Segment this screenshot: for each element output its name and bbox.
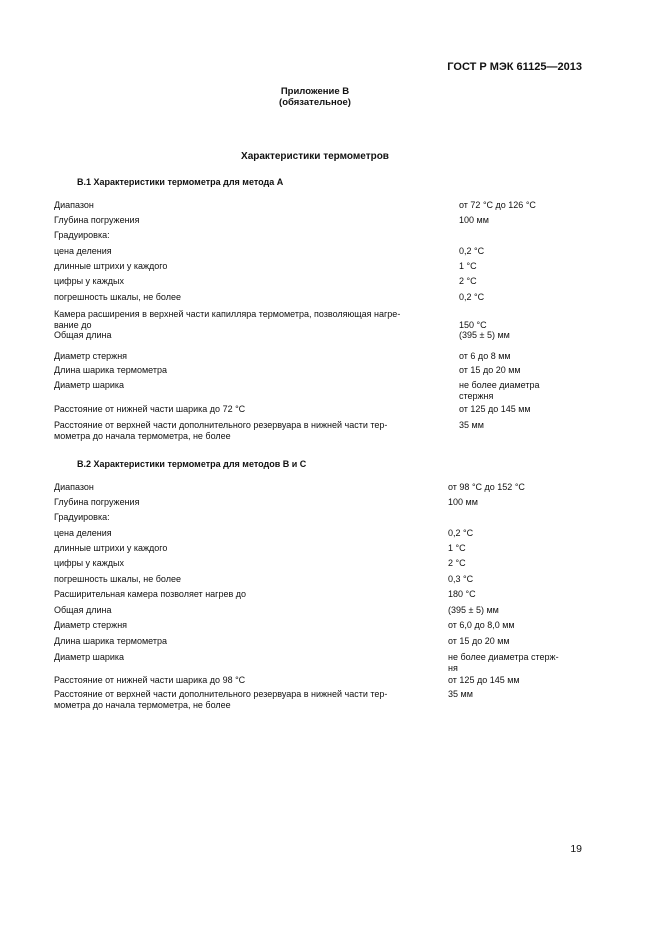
spec-label-line: Камера расширения в верхней части капилляра термометра, позволяющая нагре- bbox=[54, 309, 401, 319]
spec-label-line: цена деления bbox=[54, 246, 112, 256]
spec-label-line: Градуировка: bbox=[54, 230, 110, 240]
spec-label bbox=[54, 636, 167, 647]
annex-heading bbox=[0, 86, 630, 108]
spec-label bbox=[54, 351, 127, 362]
spec-value bbox=[459, 200, 536, 211]
spec-value bbox=[448, 543, 466, 554]
spec-label-line: мометра до начала термометра, не более bbox=[54, 699, 231, 710]
spec-value-line: от 15 до 20 мм bbox=[448, 636, 510, 646]
spec-label-line: цена деления bbox=[54, 528, 112, 538]
spec-value-line: от 15 до 20 мм bbox=[459, 365, 521, 375]
spec-value-line: 35 мм bbox=[459, 420, 484, 430]
spec-label bbox=[54, 620, 127, 631]
spec-value-line: 0,2 °С bbox=[459, 246, 485, 256]
spec-label-line: Расстояние от верхней части дополнительного резервуара в нижней части тер- bbox=[54, 689, 388, 699]
spec-value-line: от 125 до 145 мм bbox=[448, 675, 520, 685]
spec-label bbox=[54, 404, 245, 415]
spec-label-line: длинные штрихи у каждого bbox=[54, 261, 168, 271]
spec-label-line: Диаметр шарика bbox=[54, 380, 125, 390]
spec-label-line: Градуировка: bbox=[54, 512, 110, 522]
spec-value-line: 100 мм bbox=[459, 215, 489, 225]
annex-note: (обязательное) bbox=[279, 97, 351, 108]
document-id: ГОСТ Р МЭК 61125—2013 bbox=[447, 61, 582, 73]
spec-label-line: Диаметр шарика bbox=[54, 652, 125, 662]
spec-value-line bbox=[448, 512, 451, 523]
spec-value bbox=[459, 292, 484, 303]
spec-label-line: Диаметр стержня bbox=[54, 620, 128, 630]
spec-value-line: от 6 до 8 мм bbox=[459, 351, 511, 361]
spec-value-line: 180 °С bbox=[448, 589, 476, 599]
spec-value bbox=[459, 215, 489, 226]
spec-label bbox=[54, 292, 181, 303]
spec-label bbox=[54, 512, 110, 523]
spec-value bbox=[448, 589, 476, 600]
spec-value bbox=[459, 246, 484, 257]
main-title: Характеристики термометров bbox=[241, 151, 389, 162]
spec-value bbox=[459, 230, 462, 241]
spec-value-line: стержня bbox=[459, 390, 494, 401]
spec-label-line: Глубина погружения bbox=[54, 497, 140, 507]
spec-value-line: от 72 °С до 126 °С bbox=[459, 200, 536, 210]
spec-value bbox=[448, 482, 525, 493]
spec-label-line: Расстояние от верхней части дополнительного резервуара в нижней части тер- bbox=[54, 420, 388, 430]
spec-label-line: погрешность шкалы, не более bbox=[54, 292, 181, 302]
spec-value bbox=[448, 636, 510, 647]
spec-label-line: Диапазон bbox=[54, 482, 94, 492]
spec-label-line: Диапазон bbox=[54, 200, 94, 210]
spec-value-line bbox=[459, 230, 462, 241]
spec-value bbox=[459, 351, 511, 362]
spec-value-line: ня bbox=[448, 662, 458, 673]
spec-value-line: 150 °С bbox=[459, 319, 487, 330]
spec-value-line bbox=[459, 309, 510, 320]
spec-label bbox=[54, 675, 245, 686]
spec-value-line: от 98 °С до 152 °С bbox=[448, 482, 525, 492]
spec-value bbox=[448, 689, 473, 700]
spec-label bbox=[54, 215, 139, 226]
spec-value-line: 0,2 °С bbox=[448, 528, 474, 538]
spec-value-line: не более диаметра стерж- bbox=[448, 652, 559, 662]
spec-label bbox=[54, 589, 246, 600]
spec-value-line: 100 мм bbox=[448, 497, 478, 507]
spec-value-line: 2 °С bbox=[459, 276, 477, 286]
spec-value bbox=[459, 309, 510, 341]
spec-label bbox=[54, 276, 124, 287]
spec-label bbox=[54, 482, 94, 493]
spec-label bbox=[54, 558, 124, 569]
spec-value-line: 2 °С bbox=[448, 558, 466, 568]
spec-label-line: длинные штрихи у каждого bbox=[54, 543, 168, 553]
spec-label-line: Общая длина bbox=[54, 330, 112, 340]
spec-label-line: погрешность шкалы, не более bbox=[54, 574, 181, 584]
spec-label bbox=[54, 497, 139, 508]
spec-label bbox=[54, 605, 111, 616]
spec-value bbox=[448, 512, 451, 523]
spec-label bbox=[54, 543, 167, 554]
page-number: 19 bbox=[570, 843, 582, 855]
spec-label-line: мометра до начала термометра, не более bbox=[54, 430, 231, 441]
spec-value bbox=[448, 620, 515, 631]
spec-value bbox=[459, 276, 477, 287]
spec-value-line: от 6,0 до 8,0 мм bbox=[448, 620, 515, 630]
spec-label bbox=[54, 200, 94, 211]
spec-value bbox=[448, 574, 473, 585]
spec-value bbox=[459, 261, 477, 272]
spec-label-line: цифры у каждых bbox=[54, 558, 124, 568]
spec-value-line: от 125 до 145 мм bbox=[459, 404, 531, 414]
spec-label bbox=[54, 246, 112, 257]
spec-value-line: 1 °С bbox=[459, 261, 477, 271]
spec-value-line: 1 °С bbox=[448, 543, 466, 553]
spec-value-line: 0,2 °С bbox=[459, 292, 485, 302]
spec-label bbox=[54, 230, 110, 241]
spec-label bbox=[54, 652, 124, 663]
section-title-b2: В.2 Характеристики термометра для методов В и С bbox=[77, 459, 307, 469]
spec-label-line: Длина шарика термометра bbox=[54, 636, 168, 646]
spec-label-line: Длина шарика термометра bbox=[54, 365, 168, 375]
spec-label bbox=[54, 528, 112, 539]
spec-label-line: Общая длина bbox=[54, 605, 112, 615]
spec-label-line: Расстояние от нижней части шарика до 98 °С bbox=[54, 675, 246, 685]
spec-value bbox=[448, 675, 520, 686]
spec-value bbox=[448, 605, 499, 616]
spec-label bbox=[54, 380, 124, 391]
spec-label bbox=[54, 309, 400, 341]
spec-label bbox=[54, 261, 167, 272]
spec-label bbox=[54, 365, 167, 376]
spec-label-line: Диаметр стержня bbox=[54, 351, 128, 361]
spec-value bbox=[459, 420, 484, 431]
spec-label bbox=[54, 420, 387, 441]
spec-value bbox=[459, 365, 521, 376]
spec-value-line: (395 ± 5) мм bbox=[459, 330, 510, 340]
spec-label-line: вание до bbox=[54, 319, 92, 330]
spec-value bbox=[459, 404, 531, 415]
spec-value bbox=[459, 380, 540, 401]
spec-label-line: Расширительная камера позволяет нагрев до bbox=[54, 589, 247, 599]
section-title-b1: В.1 Характеристики термометра для метода А bbox=[77, 177, 284, 187]
spec-value-line: (395 ± 5) мм bbox=[448, 605, 499, 615]
spec-value-line: 35 мм bbox=[448, 689, 473, 699]
spec-label-line: Расстояние от нижней части шарика до 72 °С bbox=[54, 404, 246, 414]
spec-value bbox=[448, 558, 466, 569]
spec-value bbox=[448, 497, 478, 508]
annex-title: Приложение В bbox=[280, 86, 350, 97]
spec-value-line: 0,3 °С bbox=[448, 574, 474, 584]
spec-label-line: цифры у каждых bbox=[54, 276, 124, 286]
spec-label-line: Глубина погружения bbox=[54, 215, 140, 225]
spec-label bbox=[54, 689, 387, 710]
spec-value-line: не более диаметра bbox=[459, 380, 540, 390]
spec-value bbox=[448, 652, 559, 673]
spec-label bbox=[54, 574, 181, 585]
spec-value bbox=[448, 528, 473, 539]
